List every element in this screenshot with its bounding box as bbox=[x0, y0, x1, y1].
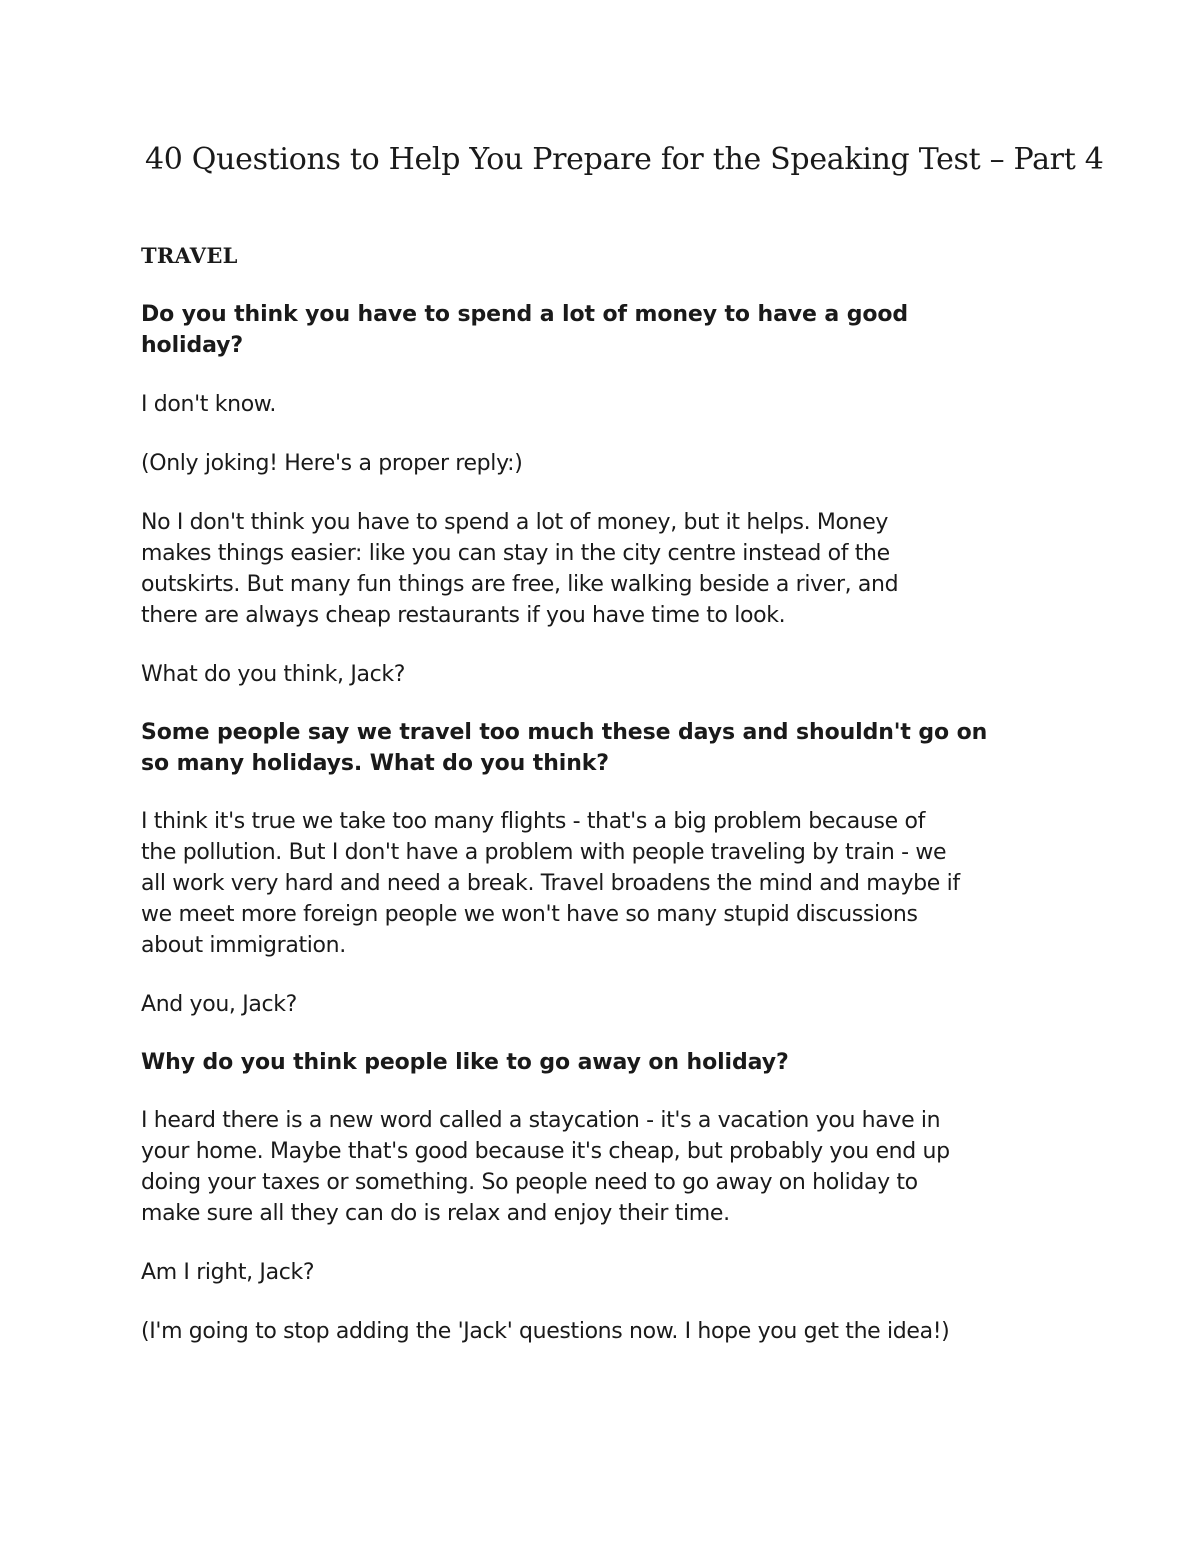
question-1 bbox=[141, 299, 1081, 361]
question-1-line-2: holiday? bbox=[141, 333, 244, 358]
answer-1-paragraph-1: I don't know. bbox=[141, 392, 277, 417]
answer-3-line: I heard there is a new word called a staycation - it's a vacation you have in bbox=[141, 1108, 941, 1133]
question-3: Why do you think people like to go away on holiday? bbox=[141, 1050, 789, 1075]
answer-1-line: there are always cheap restaurants if you have time to look. bbox=[141, 603, 786, 628]
question-2 bbox=[141, 717, 1081, 779]
answer-3-line: make sure all they can do is relax and enjoy their time. bbox=[141, 1201, 730, 1226]
answer-2 bbox=[141, 806, 1081, 961]
answer-3 bbox=[141, 1105, 1081, 1229]
followup-3: Am I right, Jack? bbox=[141, 1260, 315, 1285]
answer-3-line: your home. Maybe that's good because it's cheap, but probably you end up bbox=[141, 1139, 950, 1164]
question-1-line-1: Do you think you have to spend a lot of money to have a good bbox=[141, 302, 909, 327]
answer-2-line: the pollution. But I don't have a problem with people traveling by train - we bbox=[141, 840, 947, 865]
answer-1-paragraph-3 bbox=[141, 507, 1081, 631]
question-2-line-1: Some people say we travel too much these days and shouldn't go on bbox=[141, 720, 988, 745]
answer-1-line: makes things easier: like you can stay in the city centre instead of the bbox=[141, 541, 890, 566]
section-heading-travel: TRAVEL bbox=[141, 243, 238, 268]
answer-2-line: all work very hard and need a break. Travel broadens the mind and maybe if bbox=[141, 871, 960, 896]
answer-1-paragraph-2: (Only joking! Here's a proper reply:) bbox=[141, 451, 523, 476]
answer-2-line: we meet more foreign people we won't have so many stupid discussions bbox=[141, 902, 918, 927]
answer-2-line: about immigration. bbox=[141, 933, 346, 958]
page-title: 40 Questions to Help You Prepare for the Speaking Test – Part 4 bbox=[145, 142, 1104, 177]
answer-1-line: outskirts. But many fun things are free, like walking beside a river, and bbox=[141, 572, 899, 597]
answer-1-line: No I don't think you have to spend a lot of money, but it helps. Money bbox=[141, 510, 889, 535]
document-page bbox=[141, 140, 1104, 1347]
question-2-line-2: so many holidays. What do you think? bbox=[141, 751, 609, 776]
followup-2: And you, Jack? bbox=[141, 992, 297, 1017]
closing-note: (I'm going to stop adding the 'Jack' questions now. I hope you get the idea!) bbox=[141, 1319, 950, 1344]
answer-3-line: doing your taxes or something. So people need to go away on holiday to bbox=[141, 1170, 918, 1195]
answer-2-line: I think it's true we take too many flights - that's a big problem because of bbox=[141, 809, 925, 834]
followup-1: What do you think, Jack? bbox=[141, 662, 406, 687]
